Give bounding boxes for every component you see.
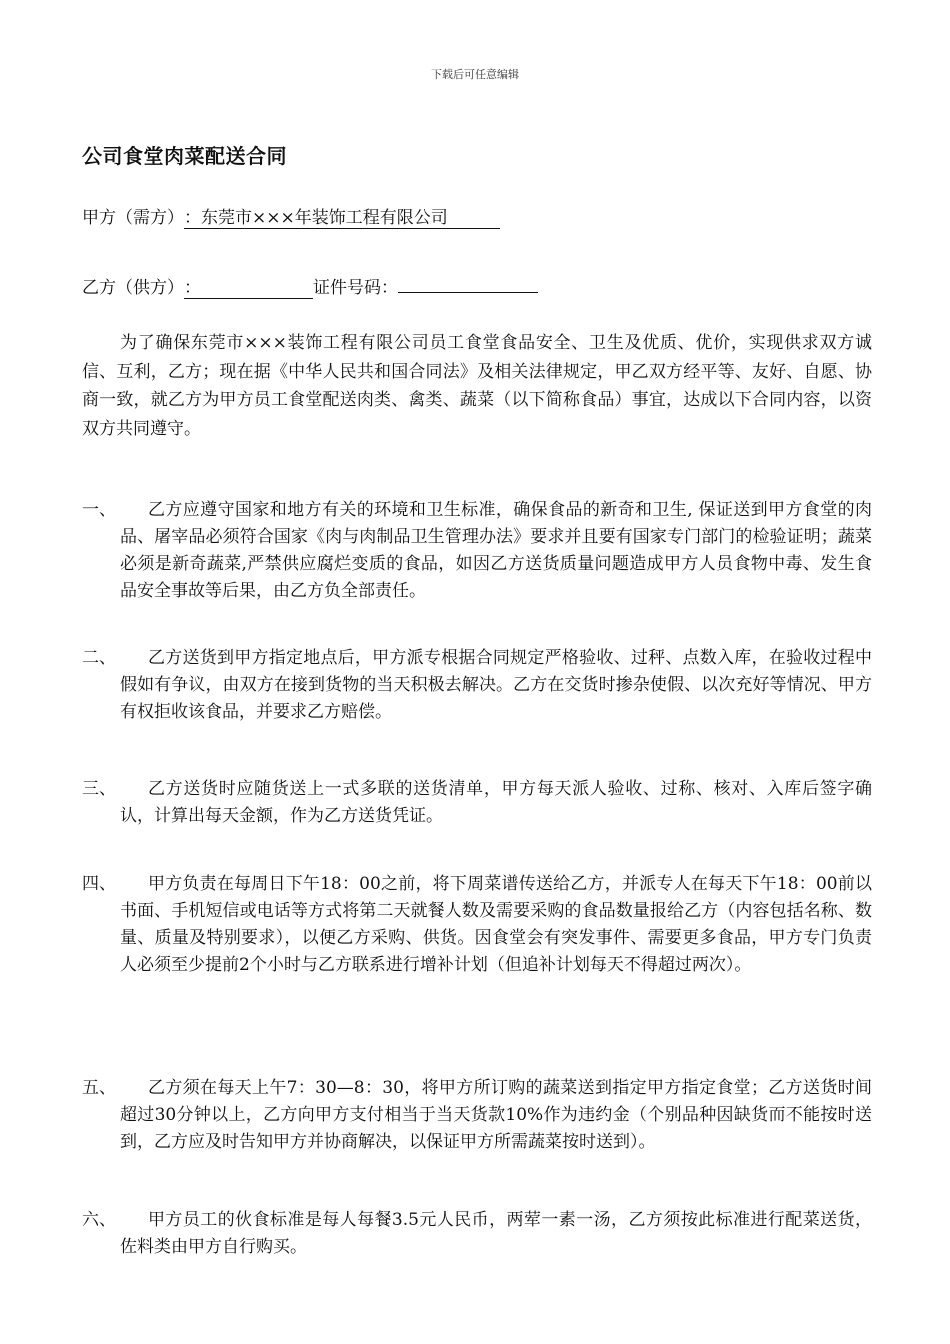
clause-1 <box>82 497 872 605</box>
party-b-colon: ： <box>184 278 201 298</box>
party-a-colon: ： <box>184 208 201 228</box>
clause-6 <box>82 1207 872 1261</box>
party-a-value: 东莞市×××年装饰工程有限公司 <box>201 208 448 228</box>
clause-text: 乙方须在每天上午7：30—8：30，将甲方所订购的蔬菜送到指定甲方指定食堂；乙方送货时间超过30分钟以上，乙方向甲方支付相当于当天货款10%作为违约金（个别品种因缺货而不能按时送到，乙方应及时告知甲方并协商解决，以保证甲方所需蔬菜按时送到）。 <box>120 1078 872 1152</box>
header-note: 下载后可任意编辑 <box>431 68 519 81</box>
party-b-id-field <box>398 274 538 293</box>
clause-text: 乙方送货到甲方指定地点后，甲方派专根据合同规定严格验收、过秤、点数入库，在验收过程中假如有争议，由双方在接到货物的当天积极去解决。乙方在交货时掺杂使假、以次充好等情况、甲方有权拒收该食品，并要求乙方赔偿。 <box>120 648 872 722</box>
party-a-label: 甲方（需方） <box>82 208 184 228</box>
clause-text: 乙方应遵守国家和地方有关的环境和卫生标准，确保食品的新奇和卫生, 保证送到甲方食堂的肉品、屠宰品必须符合国家《肉与肉制品卫生管理办法》要求并且要有国家专门部门的检验证明；蔬菜必须是新奇蔬菜,严禁供应腐烂变质的食品，如因乙方送货质量问题造成甲方人员食物中毒、发生食品安全事故等后果，由乙方负全部责任。 <box>120 500 872 601</box>
clause-number: 一、 <box>82 500 116 520</box>
party-b-id-label: 证件号码： <box>313 278 398 298</box>
clause-2 <box>82 645 872 726</box>
clause-number: 二、 <box>82 648 116 668</box>
clause-number: 六、 <box>82 1210 116 1230</box>
clause-number: 四、 <box>82 874 116 894</box>
party-b-line <box>82 273 538 299</box>
clause-text: 乙方送货时应随货送上一式多联的送货清单，甲方每天派人验收、过称、核对、入库后签字确认，计算出每天金额，作为乙方送货凭证。 <box>120 779 872 826</box>
party-b-name-field <box>184 273 313 299</box>
party-b-label: 乙方（供方） <box>82 278 184 298</box>
intro-paragraph: 为了确保东莞市×××装饰工程有限公司员工食堂食品安全、卫生及优质、优价，实现供求双方诚信、互利，乙方；现在据《中华人民共和国合同法》及相关法律规定，甲乙双方经平等、友好、自愿、协商一致，就乙方为甲方员工食堂配送肉类、禽类、蔬菜（以下简称食品）事宜，达成以下合同内容，以资双方共同遵守。 <box>82 333 872 439</box>
clause-number: 五、 <box>82 1078 116 1098</box>
document-title: 公司食堂肉菜配送合同 <box>82 144 287 168</box>
party-a-value-field <box>184 203 500 229</box>
clause-text: 甲方员工的伙食标准是每人每餐3.5元人民币，两荤一素一汤，乙方须按此标准进行配菜送货，佐料类由甲方自行购买。 <box>120 1210 872 1257</box>
clause-3 <box>82 776 872 830</box>
clause-number: 三、 <box>82 779 116 799</box>
clause-text: 甲方负责在每周日下午18：00之前，将下周菜谱传送给乙方，并派专人在每天下午18：00前以书面、手机短信或电话等方式将第二天就餐人数及需要采购的食品数量报给乙方（内容包括名称、数量、质量及特别要求），以便乙方采购、供货。因食堂会有突发事件、需要更多食品，甲方专门负责人必须至少提前2个小时与乙方联系进行增补计划（但追补计划每天不得超过两次）。 <box>120 874 872 975</box>
party-a-line <box>82 203 500 229</box>
clause-4 <box>82 871 872 979</box>
clause-5 <box>82 1075 872 1156</box>
